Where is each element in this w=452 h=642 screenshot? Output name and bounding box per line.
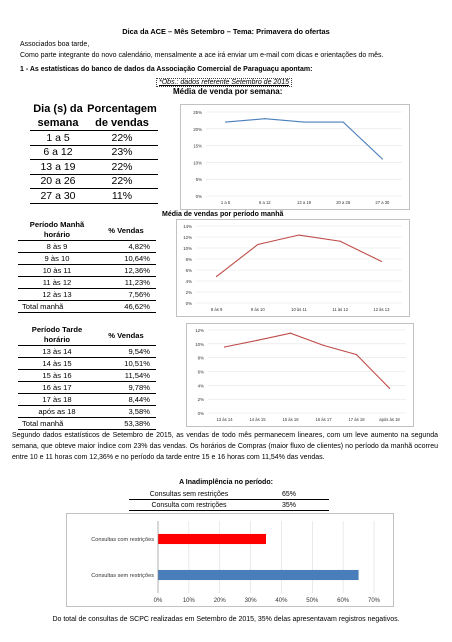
row-value: 22% (86, 131, 158, 146)
y-tick-label: 0% (185, 301, 192, 306)
y-tick-label: 2% (185, 290, 192, 295)
category-label: Consultas sem restrições (91, 573, 154, 579)
data-point (381, 261, 382, 262)
x-tick-label: 10% (182, 598, 195, 604)
table-row (30, 174, 158, 189)
total-label: Total manhã (18, 301, 96, 313)
row-label: 12 às 13 (18, 289, 96, 301)
x-tick-label: 6 a 12 (258, 200, 271, 205)
y-tick-label: 5% (195, 177, 202, 183)
table-row (18, 241, 156, 253)
data-point (264, 118, 265, 119)
data-point (225, 121, 226, 122)
y-tick-label: 15% (193, 143, 202, 149)
weekly-col2-header: Porcentagem de vendas (87, 103, 157, 129)
section-heading: 1 - As estatísticas do banco de dados da Associação Comercial de Paraguaçu apontam: (20, 66, 313, 73)
row-value: 23% (86, 145, 158, 160)
x-tick-label: 12 às 13 (373, 307, 390, 312)
table-row (18, 346, 156, 358)
y-tick-label: 14% (183, 224, 192, 229)
morning-sales-chart (176, 219, 410, 317)
footer-text: Do total de consultas de SCPC realizadas em Setembro de 2015, 35% delas apresentavam registros negativos. (52, 616, 400, 623)
row-label: 10 às 11 (18, 265, 96, 277)
afternoon-table (18, 325, 156, 430)
y-tick-label: 25% (193, 110, 202, 115)
row-value: 35% (249, 500, 329, 511)
row-label: 15 às 16 (18, 370, 96, 382)
morning-col2-header: % Vendas (96, 220, 156, 241)
x-tick-label: 8 às 9 (210, 307, 223, 312)
x-tick-label: 14 às 15 (249, 417, 266, 422)
row-value: 9,54% (96, 346, 156, 358)
row-value: 11,23% (96, 277, 156, 289)
intro-text: Como parte integrante do novo calendário, mensalmente a ace irá enviar um e-mail com dicas e orientações do mês. (20, 52, 384, 59)
x-tick-label: 11 às 12 (332, 307, 349, 312)
row-value: 22% (86, 174, 158, 189)
y-tick-label: 6% (197, 369, 204, 375)
chart-frame (67, 514, 394, 607)
y-tick-label: 0% (197, 411, 204, 416)
row-value: 12,36% (96, 265, 156, 277)
table-row-total (18, 301, 156, 313)
row-value: 65% (249, 489, 329, 500)
data-point (343, 121, 344, 122)
row-label: 16 às 17 (18, 382, 96, 394)
chart-frame (187, 324, 414, 427)
table-row (18, 394, 156, 406)
bar (158, 534, 266, 544)
row-value: 11% (86, 189, 158, 204)
row-label: 6 a 12 (30, 145, 86, 160)
table-row (18, 289, 156, 301)
x-tick-label: 16 às 17 (315, 417, 332, 422)
x-tick-label: 17 às 18 (348, 417, 365, 422)
morning-chart-title: Média de vendas por período manhã (162, 211, 284, 218)
table-row (18, 370, 156, 382)
bar (158, 570, 359, 580)
y-tick-label: 12% (195, 328, 204, 333)
row-label: 20 a 26 (30, 174, 86, 189)
data-point (216, 276, 217, 277)
morning-table (18, 220, 156, 313)
greeting: Associados boa tarde, (20, 41, 90, 48)
row-value: 10,51% (96, 358, 156, 370)
data-point (257, 244, 258, 245)
table-row (18, 277, 156, 289)
x-tick-label: 30% (244, 598, 257, 604)
summary-paragraph: Segundo dados estatísticos de Setembro de 2015, as vendas de todo mês permanecem lineares, com um leve aumento na segunda semana, que obteve maior índice com 23% das vendas. Os horários de Compras (maior fluxo de clientes) no período da manhã ocorreu entre 10 e 11 horas com 12,36% e no período da tarde entre 15 e 16 horas com 11,54% das vendas. (12, 432, 438, 461)
row-label: 9 às 10 (18, 253, 96, 265)
data-point (389, 388, 390, 389)
row-label: 17 às 18 (18, 394, 96, 406)
table-row (30, 160, 158, 175)
y-tick-label: 10% (183, 246, 192, 251)
category-label: Consultas com restrições (91, 537, 154, 543)
data-point (303, 121, 304, 122)
y-tick-label: 6% (185, 268, 192, 273)
total-label: Total manhã (18, 418, 96, 430)
total-value: 46,62% (96, 301, 156, 313)
chart-frame (177, 220, 410, 317)
row-label: 8 às 9 (18, 241, 96, 253)
row-label: 1 a 5 (30, 131, 86, 146)
inadimplencia-title: A Inadimplência no período: (179, 479, 273, 486)
x-tick-label: 1 a 5 (220, 200, 231, 205)
x-tick-label: 13 a 19 (297, 200, 311, 205)
obs-note: *Obs.: dados referente Setembro de 2015 (156, 78, 292, 87)
x-tick-label: 9 às 10 (250, 307, 265, 312)
afternoon-col2-header: % Vendas (96, 325, 156, 346)
x-tick-label: 70% (367, 598, 381, 604)
data-point (290, 333, 291, 334)
data-point (382, 158, 383, 159)
x-tick-label: 20 a 26 (336, 200, 351, 205)
y-tick-label: 4% (197, 383, 204, 389)
table-row (30, 145, 158, 160)
y-tick-label: 2% (197, 397, 204, 403)
table-row (18, 382, 156, 394)
x-tick-label: 13 às 14 (216, 417, 233, 422)
data-point (356, 354, 357, 355)
afternoon-sales-chart (186, 323, 414, 427)
row-value: 10,64% (96, 253, 156, 265)
x-tick-label: 10 às 11 (291, 307, 307, 312)
data-point (298, 234, 299, 235)
inadimplencia-bar-chart (66, 513, 394, 607)
y-tick-label: 4% (185, 279, 192, 284)
row-label: 13 às 14 (18, 346, 96, 358)
x-tick-label: 27 a 30 (375, 200, 390, 205)
y-tick-label: 20% (193, 126, 202, 132)
row-value: 9,78% (96, 382, 156, 394)
afternoon-col1-header: Período Tarde horário (18, 325, 96, 346)
weekly-chart-title: Média de venda por semana: (173, 87, 283, 96)
table-row (18, 265, 156, 277)
y-tick-label: 0% (195, 194, 202, 199)
data-point (340, 241, 341, 242)
row-value: 7,56% (96, 289, 156, 301)
page-title: Dica da ACE – Mês Setembro – Tema: Primavera do ofertas (122, 27, 330, 36)
table-row (30, 131, 158, 146)
total-value: 53,38% (96, 418, 156, 430)
row-label: 14 às 15 (18, 358, 96, 370)
row-label: 27 a 30 (30, 189, 86, 204)
y-tick-label: 10% (195, 341, 204, 347)
row-label: 11 às 12 (18, 277, 96, 289)
y-tick-label: 8% (185, 257, 192, 262)
weekly-sales-chart (180, 104, 410, 210)
morning-col1-header: Período Manhã horário (18, 220, 96, 241)
weekly-col1-header: Dia (s) da semana (30, 102, 86, 131)
table-row (18, 253, 156, 265)
table-row-total (18, 418, 156, 430)
row-label: Consulta com restrições (129, 500, 249, 511)
x-tick-label: 50% (306, 598, 319, 604)
x-tick-label: 0% (153, 598, 163, 604)
row-label: após as 18 (18, 406, 96, 418)
inadimplencia-table (129, 489, 329, 511)
row-value: 8,44% (96, 394, 156, 406)
y-tick-label: 8% (197, 355, 204, 361)
row-value: 3,58% (96, 406, 156, 418)
table-row (30, 189, 158, 204)
table-row (18, 406, 156, 418)
x-tick-label: 60% (337, 598, 350, 604)
x-tick-label: 20% (213, 598, 226, 604)
table-row (129, 489, 329, 500)
data-point (257, 340, 258, 341)
row-label: 13 a 19 (30, 160, 86, 175)
row-value: 11,54% (96, 370, 156, 382)
table-row (129, 500, 329, 511)
data-point (224, 346, 225, 347)
x-tick-label: 15 às 16 (282, 417, 299, 422)
row-value: 4,82% (96, 241, 156, 253)
row-value: 22% (86, 160, 158, 175)
chart-frame (181, 105, 410, 210)
weekly-table (30, 102, 158, 204)
data-point (323, 345, 324, 346)
y-tick-label: 10% (193, 160, 202, 166)
x-tick-label: 40% (275, 598, 288, 604)
row-label: Consultas sem restrições (129, 489, 249, 500)
x-tick-label: após às 18 (379, 417, 400, 422)
y-tick-label: 12% (183, 235, 192, 240)
table-row (18, 358, 156, 370)
